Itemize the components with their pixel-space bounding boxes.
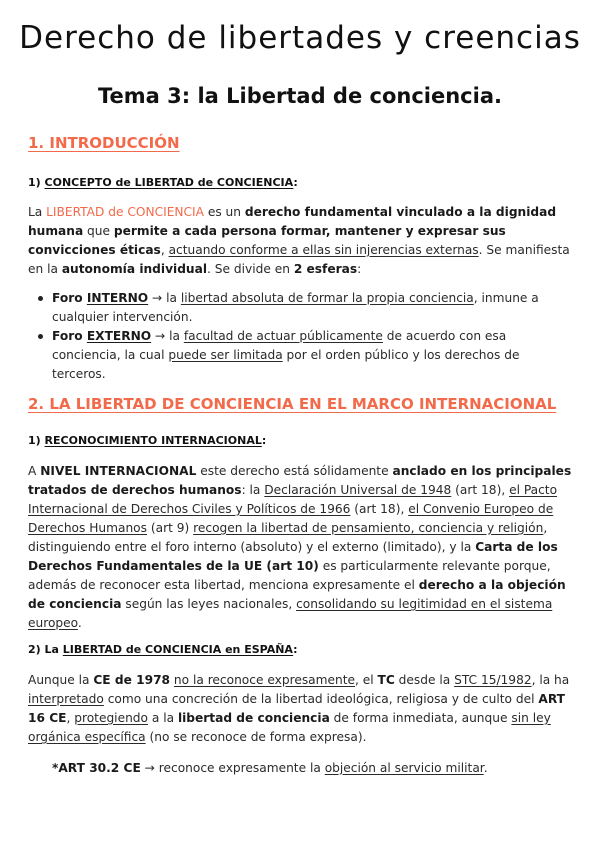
- text-run: :: [357, 262, 362, 276]
- bold-term: Carta de los Derechos Fundamentales de la UE (art 10): [28, 540, 558, 573]
- section-1-subheading: [28, 176, 298, 189]
- underlined-term: actuando conforme a ellas sin injerencias externas: [168, 243, 479, 257]
- underlined-term: libertad absoluta de formar la propia conciencia: [180, 291, 474, 305]
- text-run: según las leyes nacionales,: [121, 597, 297, 611]
- bold-term: TC: [377, 673, 395, 687]
- section-2-note: [52, 759, 572, 778]
- text-run: que: [83, 224, 114, 238]
- bold-term: anclado en los principales tratados de derechos humanos: [28, 464, 572, 497]
- text-run: es particularmente relevante porque, además de reconocer esta libertad, menciona expresamente el: [28, 559, 551, 592]
- text-run: . Se manifiesta en la: [28, 243, 570, 276]
- bold-term: 2 esferas: [293, 262, 358, 276]
- text-run: de acuerdo con esa conciencia, la cual: [52, 329, 507, 362]
- underlined-term: protegiendo: [74, 711, 148, 725]
- text-run: : la: [241, 483, 265, 497]
- text-run: → reconoce expresamente la: [140, 761, 325, 775]
- underlined-term: puede ser limitada: [168, 348, 283, 362]
- text-run: → la: [148, 291, 181, 305]
- underlined-term: objeción al servicio militar: [324, 761, 484, 775]
- underlined-term: interpretado: [28, 692, 104, 706]
- bullet-foro-interno: [28, 289, 574, 327]
- text-run: Aunque la: [28, 673, 94, 687]
- highlight-term: LIBERTAD de CONCIENCIA: [46, 205, 204, 219]
- section-2-heading: 2. LA LIBERTAD DE CONCIENCIA EN EL MARCO INTERNACIONAL: [28, 395, 557, 413]
- bold-term: *ART 30.2 CE: [52, 761, 141, 775]
- bold-term: permite a cada persona formar, mantener y expresar sus convicciones éticas: [28, 224, 506, 257]
- subheading-colon: :: [293, 176, 298, 189]
- text-run: (no se reconoce de forma expresa).: [145, 730, 367, 744]
- subheading-label: LIBERTAD de CONCIENCIA en ESPAÑA: [62, 643, 294, 656]
- section-2-paragraph-1: [28, 462, 574, 633]
- subheading-colon: :: [261, 434, 267, 447]
- section-1-heading: 1. INTRODUCCIÓN: [28, 134, 180, 152]
- text-run: desde la: [394, 673, 455, 687]
- underlined-term: recogen la libertad de pensamiento, conciencia y religión: [193, 521, 544, 535]
- text-run: ,: [160, 243, 169, 257]
- text-run: → la: [151, 329, 184, 343]
- subheading-number: 2): [28, 643, 41, 656]
- text-run: a la: [147, 711, 178, 725]
- subheading-number: 1): [28, 434, 41, 447]
- underlined-term: sin ley orgánica específica: [28, 711, 551, 744]
- underlined-term: consolidando su legitimidad en el sistema europeo: [28, 597, 553, 630]
- subheading-number: 1): [28, 176, 41, 189]
- underlined-term: no la reconoce expresamente: [173, 673, 356, 687]
- text-run: este derecho está sólidamente: [196, 464, 393, 478]
- document-subtitle: Tema 3: la Libertad de conciencia.: [98, 84, 502, 108]
- bold-term: libertad de conciencia: [177, 711, 330, 725]
- text-run: .: [483, 761, 488, 775]
- bold-term: Foro: [52, 291, 87, 305]
- subheading-label: RECONOCIMIENTO INTERNACIONAL: [44, 434, 262, 447]
- bold-term: derecho fundamental vinculado a la dignidad humana: [28, 205, 557, 238]
- text-run: , inmune a cualquier intervención.: [52, 291, 539, 324]
- text-run: es un: [203, 205, 245, 219]
- text-run: (art 18),: [451, 483, 510, 497]
- underlined-term: el Convenio Europeo de Derechos Humanos: [28, 502, 554, 535]
- bold-term: CE de 1978: [93, 673, 171, 687]
- bold-term: derecho a la objeción de conciencia: [28, 578, 566, 611]
- document-title: Derecho de libertades y creencias: [19, 20, 581, 56]
- underlined-term: Declaración Universal de 1948: [264, 483, 452, 497]
- underlined-term: STC 15/1982: [454, 673, 532, 687]
- text-run: ,: [66, 711, 75, 725]
- highlight-term: ART 16 CE: [28, 692, 565, 725]
- underlined-term: facultad de actuar públicamente: [183, 329, 383, 343]
- text-run: .: [77, 616, 82, 630]
- section-2-subheading-2: [28, 643, 298, 656]
- highlight-term: NIVEL INTERNACIONAL: [40, 464, 197, 478]
- section-1-bullet-list: [28, 289, 574, 384]
- text-run: La: [28, 205, 47, 219]
- section-2-paragraph-2: [28, 671, 574, 747]
- bold-underlined-term: EXTERNO: [86, 329, 152, 343]
- underlined-term: el Pacto Internacional de Derechos Civiles y Políticos de 1966: [28, 483, 558, 516]
- subheading-colon: :: [293, 643, 298, 656]
- text-run: , la ha: [531, 673, 570, 687]
- text-run: , distinguiendo entre el foro interno (absoluto) y el externo (limitado), y la: [28, 521, 548, 554]
- section-2-subheading-1: [28, 434, 266, 447]
- text-run: . Se divide en: [207, 262, 294, 276]
- text-run: como una concreción de la libertad ideológica, religiosa y de culto del: [103, 692, 539, 706]
- subheading-label: CONCEPTO de LIBERTAD de CONCIENCIA: [44, 176, 294, 189]
- text-run: (art 18),: [350, 502, 409, 516]
- text-run: por el orden público y los derechos de terceros.: [52, 348, 520, 381]
- bold-term: Foro: [52, 329, 87, 343]
- section-1-paragraph: [28, 203, 574, 279]
- bold-underlined-term: INTERNO: [86, 291, 149, 305]
- bullet-foro-externo: [28, 327, 574, 384]
- text-run: , el: [355, 673, 378, 687]
- subheading-prefix: La: [44, 643, 63, 656]
- text-run: de forma inmediata, aunque: [329, 711, 512, 725]
- bold-term: autonomía individual: [61, 262, 208, 276]
- text-run: (art 9): [147, 521, 194, 535]
- text-run: A: [28, 464, 41, 478]
